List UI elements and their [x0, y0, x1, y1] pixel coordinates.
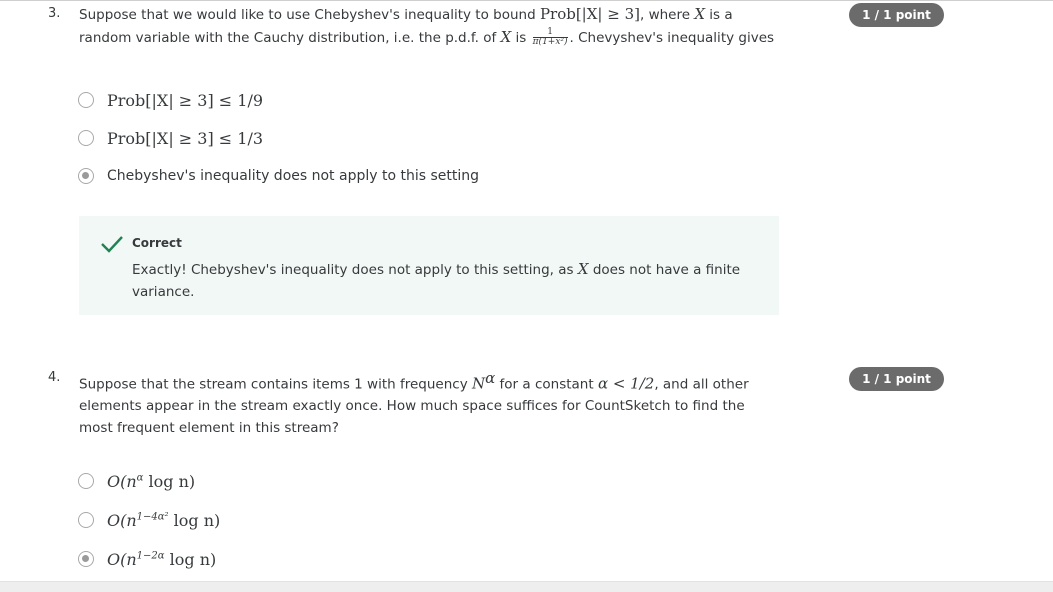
- q4-option-2[interactable]: $O(n^{1-4\alpha^2}$ log n): [78, 509, 220, 531]
- q4-option-3[interactable]: $O(n^{1-2\alpha}$ log n): [78, 548, 216, 570]
- checkmark-icon: [100, 234, 124, 254]
- radio-button-selected[interactable]: [78, 168, 94, 184]
- feedback-correct-panel: [79, 216, 779, 315]
- q3-option-1[interactable]: Prob[|X| ≥ 3] ≤ 1/9: [78, 89, 263, 111]
- q4-option-1[interactable]: $O(n^\alpha$ log n): [78, 470, 195, 492]
- math-prob: Prob[|X| ≥ 3]: [539, 5, 640, 23]
- question-4-prompt: Suppose that the stream contains items 1 with frequency $N^\alpha$ for a constant α < 1/2, and all other elements appear in the stream exactly once. How much space suffices for CountSketch to find the most frequent element in this stream?: [79, 369, 749, 436]
- radio-button[interactable]: [78, 92, 94, 108]
- q3-option-2[interactable]: Prob[|X| ≥ 3] ≤ 1/3: [78, 127, 263, 149]
- feedback-title: Correct: [132, 236, 182, 250]
- question-3-points-badge: 1 / 1 point: [849, 3, 944, 27]
- radio-button[interactable]: [78, 512, 94, 528]
- feedback-text: Exactly! Chebyshev's inequality does not apply to this setting, as X does not have a finite variance.: [132, 260, 741, 300]
- question-3-prompt: Suppose that we would like to use Chebyshev's inequality to bound Prob[|X| ≥ 3], where X is a random variable with the Cauchy distribution, i.e. the p.d.f. of X is $\frac{1}{\text{π(1+x²)}}$ . Chevyshev's inequality gives: [79, 5, 775, 47]
- q3-option-3[interactable]: Chebyshev's inequality does not apply to this setting: [78, 165, 479, 187]
- radio-button[interactable]: [78, 130, 94, 146]
- question-4-points-badge: 1 / 1 point: [849, 367, 944, 391]
- question-3-number: 3.: [48, 6, 61, 21]
- radio-button-selected[interactable]: [78, 551, 94, 567]
- question-4-number: 4.: [48, 370, 61, 385]
- pdf-fraction: $\frac{1}{\text{π(1+x²)}}$: [532, 27, 568, 47]
- bottom-bar: [0, 581, 1053, 592]
- radio-button[interactable]: [78, 473, 94, 489]
